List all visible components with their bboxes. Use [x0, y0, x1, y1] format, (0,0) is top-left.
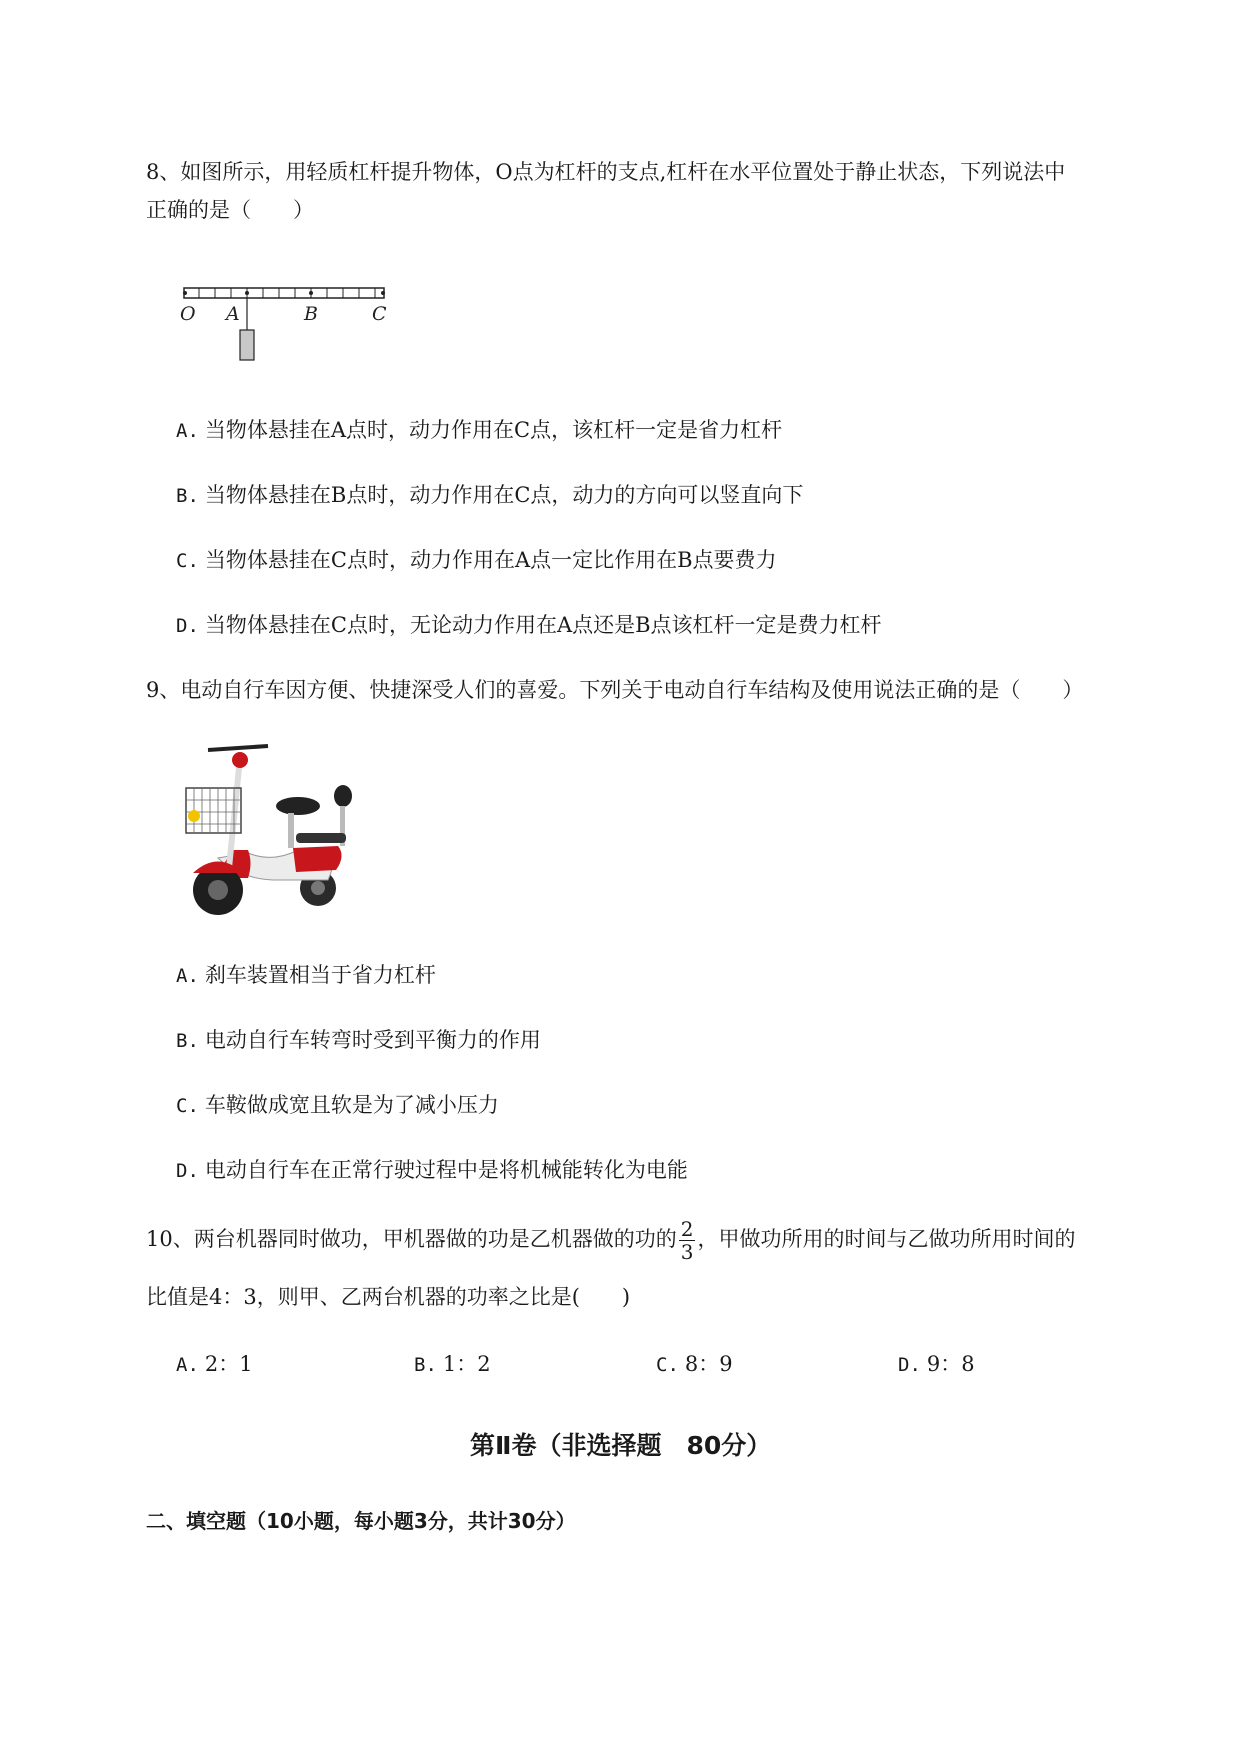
q10-text-before: 10、两台机器同时做功，甲机器做的功是乙机器做的功的	[146, 1227, 677, 1251]
option-text: 电动自行车转弯时受到平衡力的作用	[204, 1028, 541, 1052]
lever-figure	[176, 280, 396, 370]
option-label: A.	[176, 1354, 199, 1376]
option-label: C.	[656, 1354, 679, 1376]
fraction-two-thirds	[679, 1218, 696, 1263]
option-text: 电动自行车在正常行驶过程中是将机械能转化为电能	[204, 1158, 688, 1182]
option-label: B.	[414, 1354, 437, 1376]
option-label: B.	[176, 1030, 199, 1052]
option-text: 车鞍做成宽且软是为了减小压力	[204, 1093, 499, 1117]
q8-option-a	[176, 416, 782, 445]
pivot-point-o	[183, 291, 187, 295]
section-title: 第Ⅱ卷（非选择题 80分）	[470, 1431, 772, 1460]
option-label: C.	[176, 1095, 199, 1117]
q8-option-b	[176, 481, 803, 510]
q10-stem-line2: 比值是4：3，则甲、乙两台机器的功率之比是( )	[146, 1285, 631, 1309]
option-label: A.	[176, 420, 199, 442]
option-text: 刹车装置相当于省力杠杆	[204, 963, 436, 987]
part-title: 二、填空题（10小题，每小题3分，共计30分）	[146, 1509, 576, 1533]
q9-stem: 9、电动自行车因方便、快捷深受人们的喜爱。下列关于电动自行车结构及使用说法正确的是（ ）	[146, 678, 1084, 702]
fraction-denominator: 3	[680, 1240, 694, 1264]
fraction-numerator: 2	[680, 1217, 694, 1241]
option-text: 当物体悬挂在C点时，动力作用在A点一定比作用在B点要费力	[204, 548, 777, 572]
label-b: B	[304, 303, 318, 325]
option-label: A.	[176, 965, 199, 987]
hanging-weight	[240, 330, 254, 360]
q9-option-c	[176, 1091, 499, 1120]
q8-stem-line1: 8、如图所示，用轻质杠杆提升物体，O点为杠杆的支点,杠杆在水平位置处于静止状态，下列说法中	[146, 160, 1066, 184]
option-text: 2：1	[204, 1352, 253, 1376]
q8-option-d	[176, 611, 882, 640]
label-c: C	[372, 303, 387, 325]
option-text: 当物体悬挂在A点时，动力作用在C点，该杠杆一定是省力杠杆	[204, 418, 783, 442]
option-label: B.	[176, 485, 199, 507]
lever-bar	[184, 288, 384, 298]
q9-option-b	[176, 1026, 541, 1055]
q9-option-a	[176, 961, 436, 990]
option-text: 当物体悬挂在C点时，无论动力作用在A点还是B点该杠杆一定是费力杠杆	[204, 613, 882, 637]
option-text: 当物体悬挂在B点时，动力作用在C点，动力的方向可以竖直向下	[204, 483, 804, 507]
q9-option-d	[176, 1156, 688, 1185]
q10-option-b	[414, 1350, 491, 1379]
q8-option-c	[176, 546, 777, 575]
q10-option-a	[176, 1350, 253, 1379]
option-label: C.	[176, 550, 199, 572]
option-label: D.	[176, 615, 199, 637]
q10-option-d	[898, 1350, 975, 1379]
option-text: 9：8	[926, 1352, 975, 1376]
label-a: A	[226, 303, 240, 325]
q10-text-after: ，甲做功所用的时间与乙做功所用时间的	[697, 1227, 1076, 1251]
electric-bicycle-image	[178, 738, 368, 928]
label-o: O	[180, 303, 196, 325]
option-text: 1：2	[442, 1352, 491, 1376]
q10-stem-line1	[146, 1218, 1075, 1263]
q10-option-c	[656, 1350, 733, 1379]
q8-stem-line2: 正确的是（ ）	[146, 198, 314, 222]
option-label: D.	[176, 1160, 199, 1182]
option-text: 8：9	[684, 1352, 733, 1376]
option-label: D.	[898, 1354, 921, 1376]
